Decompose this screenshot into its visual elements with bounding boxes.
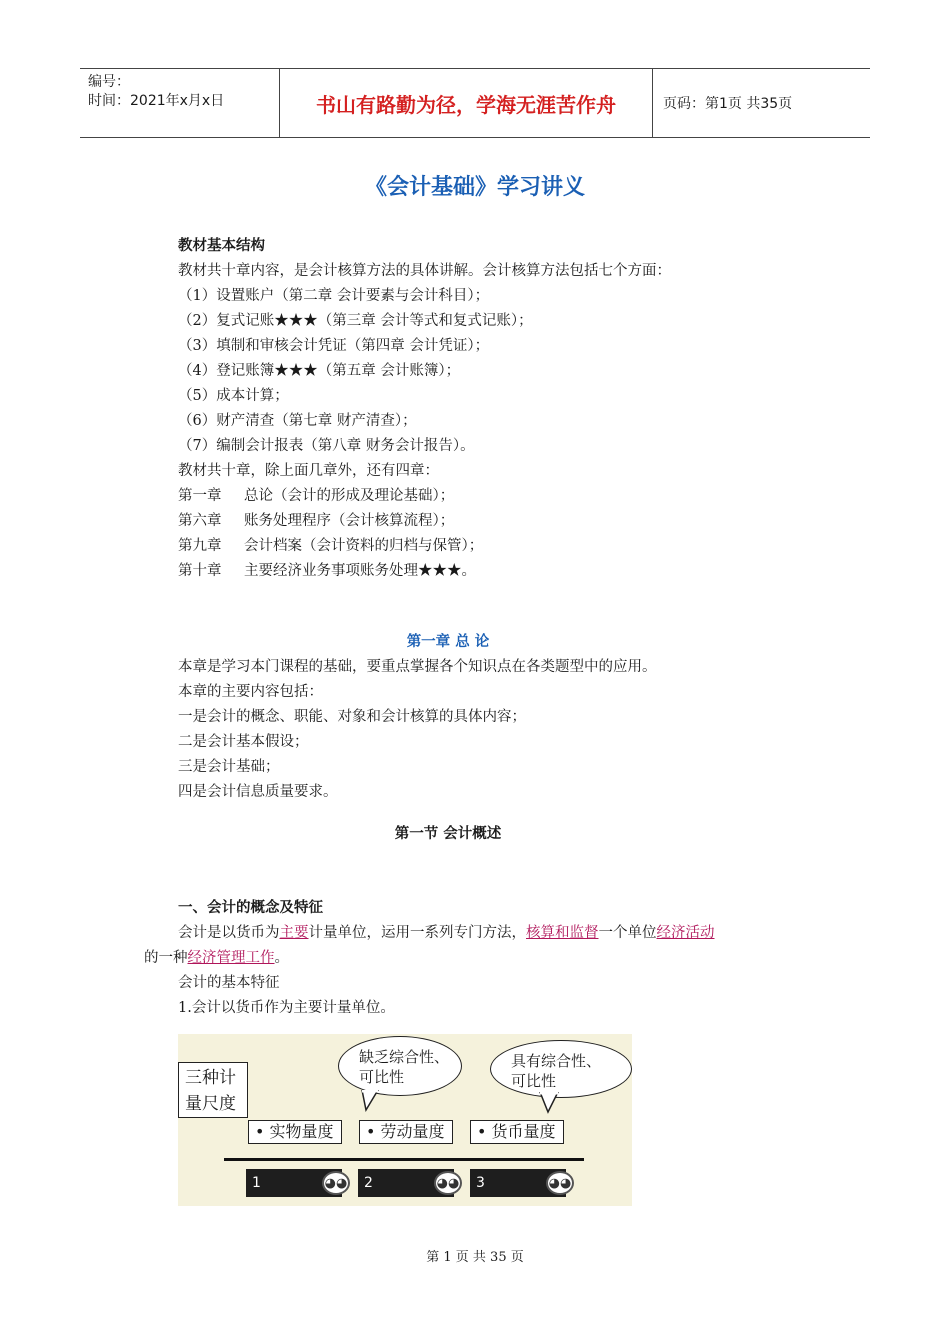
bubble-tail-right	[534, 1092, 564, 1114]
features-title: 会计的基本特征	[178, 975, 280, 991]
chapter-text: 会计档案（会计资料的归档与保管）；	[244, 538, 484, 554]
bubble-tail-left	[360, 1090, 390, 1112]
step-number: 3	[476, 1175, 485, 1191]
step-2	[358, 1169, 460, 1197]
def-text: 会计是以货币为	[178, 925, 280, 941]
figure-label-box	[178, 1062, 248, 1118]
cow-icon: ◕◕	[546, 1171, 574, 1195]
bubble-text: 可比性	[359, 1068, 405, 1086]
step-1	[246, 1169, 348, 1197]
header-number: 编号：	[88, 74, 130, 90]
bubble-text: 可比性	[511, 1072, 557, 1090]
document-title: 《会计基础》学习讲义	[364, 175, 585, 200]
structure-intro: 教材共十章内容，是会计核算方法的具体讲解。会计核算方法包括七个方面：	[178, 263, 671, 279]
speech-bubble-right	[490, 1040, 632, 1098]
chapter1-line: 本章是学习本门课程的基础，要重点掌握各个知识点在各类题型中的应用。	[178, 659, 657, 675]
timeline-bar	[224, 1158, 584, 1161]
section1-subheading: 一、会计的概念及特征	[178, 900, 323, 916]
bubble-text: 具有综合性、	[511, 1052, 602, 1070]
cow-icon: ◕◕	[434, 1171, 462, 1195]
chapter-number: 第十章	[178, 563, 222, 579]
measurement-figure	[178, 1034, 632, 1206]
chapter-text: 账务处理程序（会计核算流程）；	[244, 513, 455, 529]
chapter-text: 主要经济业务事项账务处理★★★。	[244, 563, 476, 579]
section1-heading: 第一节 会计概述	[394, 826, 502, 842]
speech-bubble-left	[338, 1036, 462, 1096]
def-link-activity[interactable]: 经济活动	[656, 925, 715, 941]
step-3	[470, 1169, 572, 1197]
other-chapter-row	[178, 534, 858, 559]
chapter-number: 第一章	[178, 488, 222, 504]
measure-monetary: • 货币量度	[470, 1120, 564, 1144]
measure-physical: • 实物量度	[248, 1120, 342, 1144]
cow-icon: ◕◕	[322, 1171, 350, 1195]
def-text: 的一种	[144, 950, 188, 966]
figure-label-line: 三种计	[185, 1068, 236, 1088]
def-link-management[interactable]: 经济管理工作	[187, 950, 275, 966]
step-number: 1	[252, 1175, 261, 1191]
accounting-definition	[178, 921, 858, 946]
def-link-main[interactable]: 主要	[279, 925, 309, 941]
other-chapter-row	[178, 559, 858, 584]
page-footer: 第 1 页 共 35 页	[426, 1250, 524, 1265]
chapter1-line: 一是会计的概念、职能、对象和会计核算的具体内容；	[178, 709, 526, 725]
structure-item: （3）填制和审核会计凭证（第四章 会计凭证）；	[178, 338, 490, 354]
structure-item: （2）复式记账★★★（第三章 会计等式和复式记账）；	[178, 313, 533, 329]
header-meta	[80, 69, 280, 137]
header-motto: 书山有路勤为径，学海无涯苦作舟	[280, 69, 653, 137]
page-header	[80, 68, 870, 138]
chapter1-heading: 第一章 总 论	[406, 634, 490, 650]
feature-1: 1.会计以货币作为主要计量单位。	[178, 1000, 395, 1016]
other-chapter-row	[178, 484, 858, 509]
structure-item: （5）成本计算；	[178, 388, 289, 404]
spacer	[178, 847, 858, 896]
accounting-definition-cont	[144, 946, 858, 971]
structure-item: （7）编制会计报表（第八章 财务会计报告）。	[178, 438, 475, 454]
spacer	[178, 805, 858, 822]
def-text: 。	[274, 950, 289, 966]
def-text: 计量单位，运用一系列专门方法，	[308, 925, 526, 941]
structure-item: （6）财产清查（第七章 财产清查）；	[178, 413, 417, 429]
chapter-text: 总论（会计的形成及理论基础）；	[244, 488, 455, 504]
chapter1-line: 三是会计基础；	[178, 759, 280, 775]
chapter-number: 第九章	[178, 538, 222, 554]
chapter1-line: 本章的主要内容包括：	[178, 684, 323, 700]
spacer	[178, 609, 858, 630]
document-body	[144, 234, 858, 1021]
chapter-number: 第六章	[178, 513, 222, 529]
figure-label-line: 量尺度	[185, 1094, 236, 1114]
spacer	[178, 584, 858, 609]
step-number: 2	[364, 1175, 373, 1191]
structure-item: （1）设置账户（第二章 会计要素与会计科目）；	[178, 288, 490, 304]
structure-item: （4）登记账簿★★★（第五章 会计账簿）；	[178, 363, 461, 379]
other-chapters-intro: 教材共十章，除上面几章外，还有四章：	[178, 463, 439, 479]
other-chapter-row	[178, 509, 858, 534]
structure-heading: 教材基本结构	[178, 238, 265, 254]
chapter1-line: 四是会计信息质量要求。	[178, 784, 338, 800]
header-page-info: 页码：第1页 共35页	[663, 96, 793, 112]
chapter1-line: 二是会计基本假设；	[178, 734, 309, 750]
measure-labor: • 劳动量度	[359, 1120, 453, 1144]
def-text: 一个单位	[598, 925, 657, 941]
def-link-audit[interactable]: 核算和监督	[526, 925, 599, 941]
bubble-text: 缺乏综合性、	[359, 1048, 450, 1066]
header-time: 时间：2021年x月x日	[88, 93, 225, 109]
